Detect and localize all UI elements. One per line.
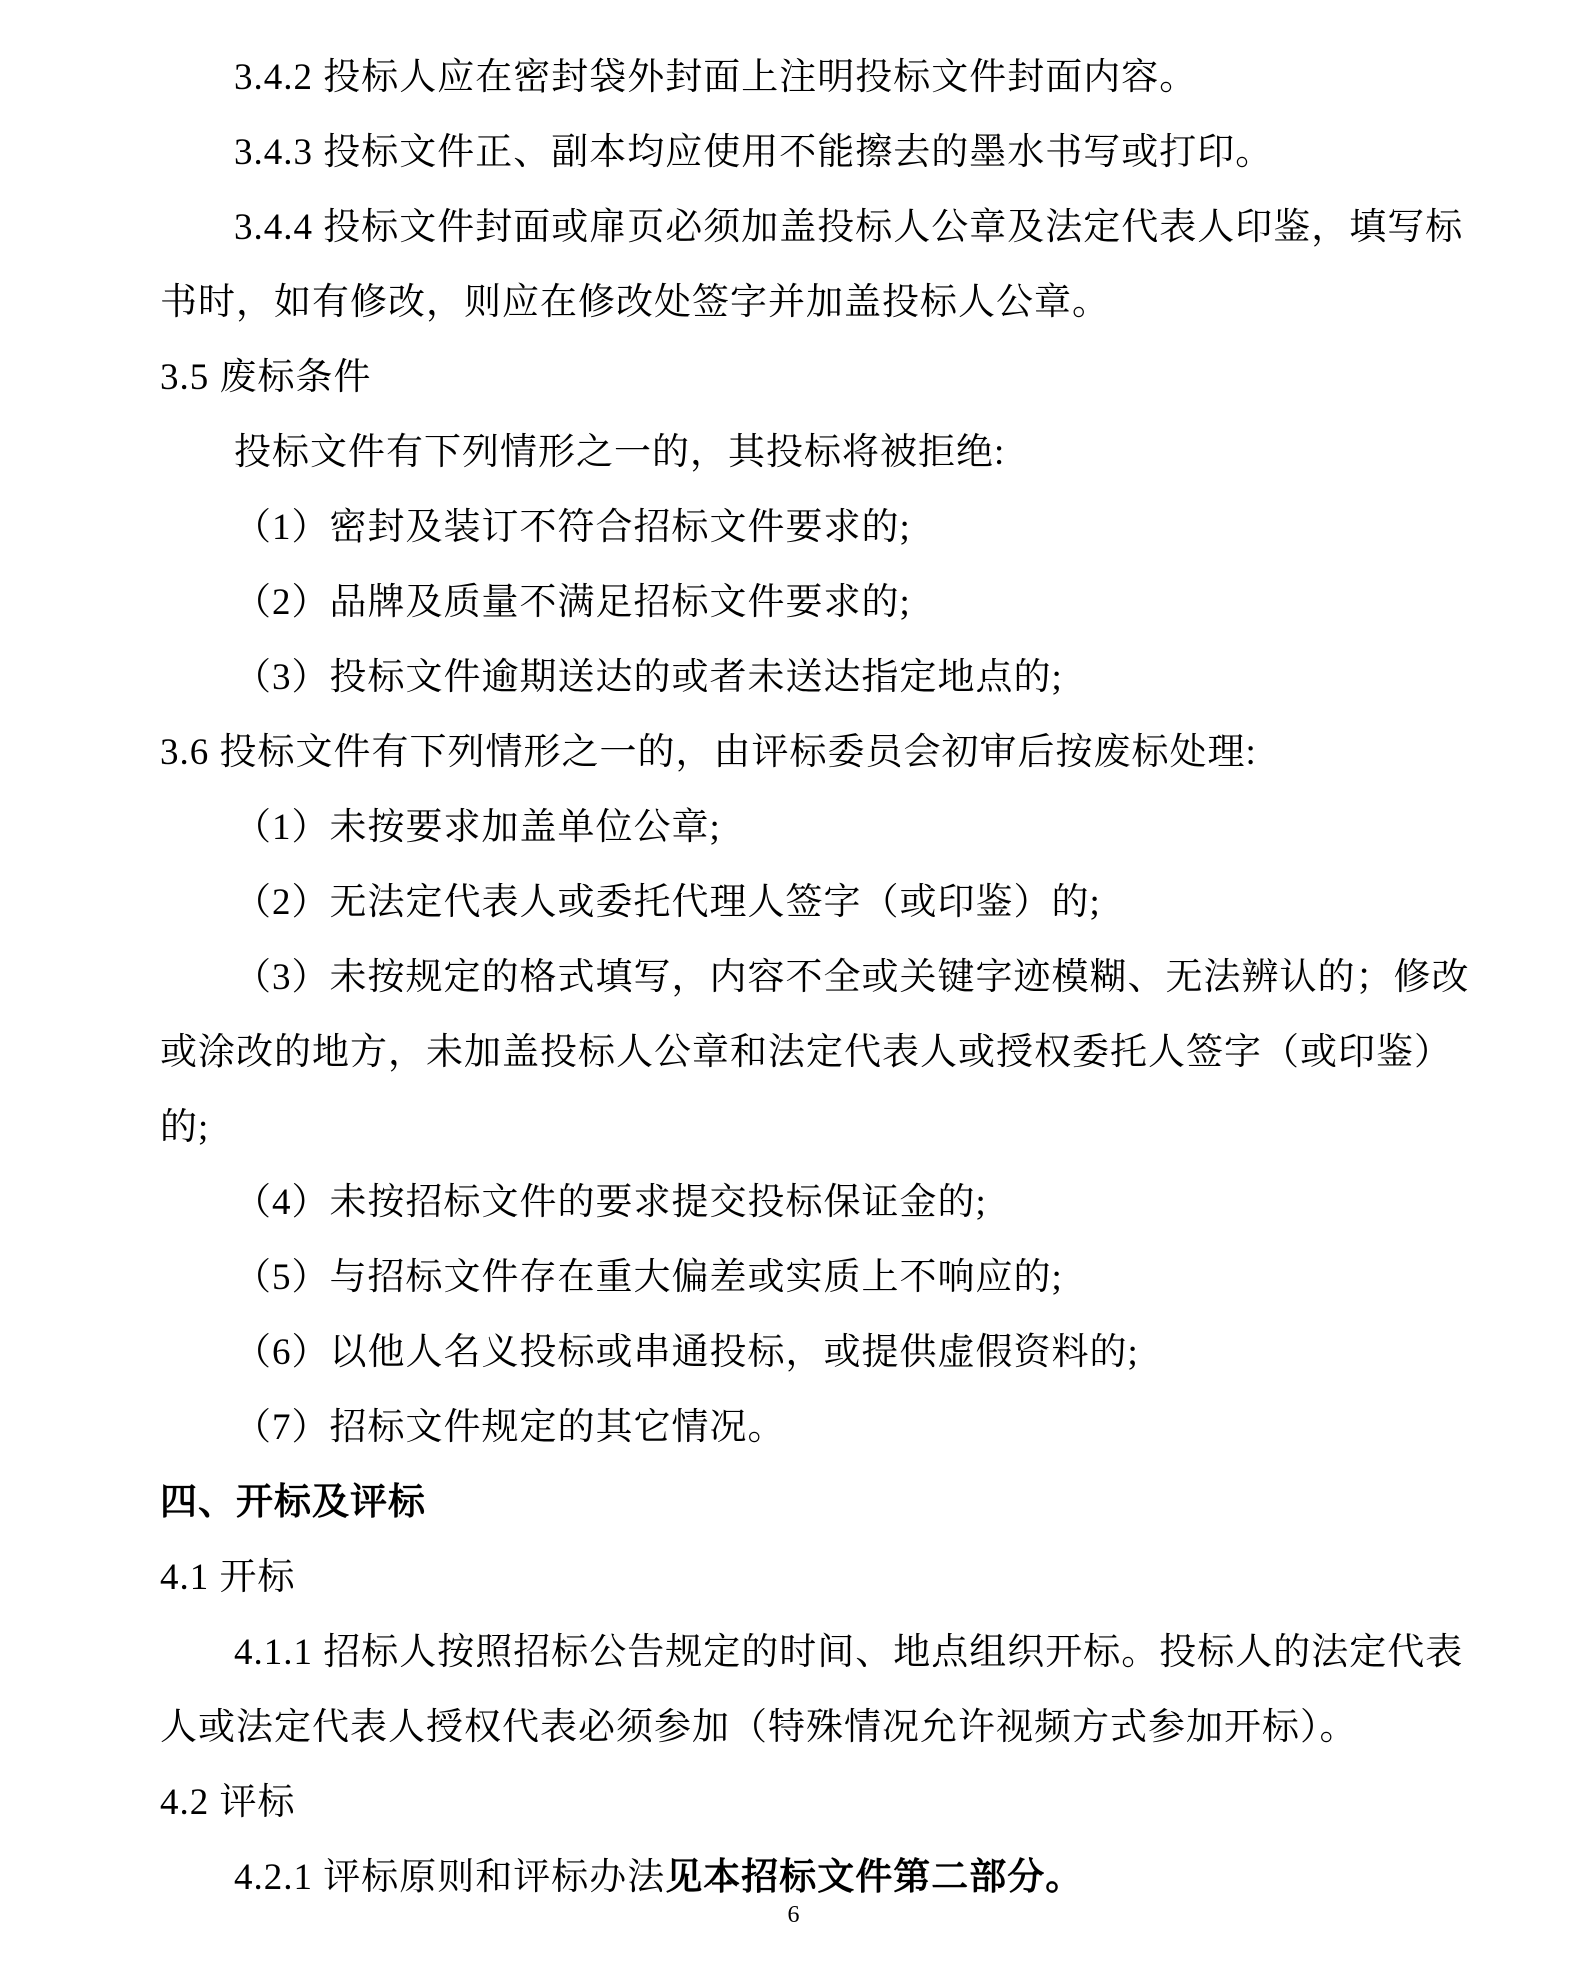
clause-4-1-1-line1: 4.1.1 招标人按照招标公告规定的时间、地点组织开标。投标人的法定代表: [234, 1632, 1464, 1673]
page-number: 6: [787, 1902, 800, 1928]
rejection-intro: 投标文件有下列情形之一的，其投标将被拒绝:: [234, 432, 1006, 473]
void-item-5: （5）与招标文件存在重大偏差或实质上不响应的;: [234, 1257, 1063, 1298]
void-item-1: （1）未按要求加盖单位公章;: [234, 807, 721, 848]
clause-3-6: 3.6 投标文件有下列情形之一的，由评标委员会初审后按废标处理:: [160, 732, 1257, 773]
section-heading-4: 四、开标及评标: [160, 1482, 426, 1523]
void-item-2: （2）无法定代表人或委托代理人签字（或印鉴）的;: [234, 882, 1101, 923]
clause-3-4-2: 3.4.2 投标人应在密封袋外封面上注明投标文件封面内容。: [234, 57, 1198, 98]
clause-4-1: 4.1 开标: [160, 1557, 296, 1598]
clause-4-2: 4.2 评标: [160, 1782, 296, 1823]
void-item-3-line1: （3）未按规定的格式填写，内容不全或关键字迹模糊、无法辨认的；修改: [234, 957, 1470, 998]
void-item-3-line2: 或涂改的地方，未加盖投标人公章和法定代表人或授权委托人签字（或印鉴）: [160, 1032, 1452, 1073]
rejection-item-3: （3）投标文件逾期送达的或者未送达指定地点的;: [234, 657, 1063, 698]
clause-3-4-4-line2: 书时，如有修改，则应在修改处签字并加盖投标人公章。: [160, 282, 1110, 323]
void-item-4: （4）未按招标文件的要求提交投标保证金的;: [234, 1182, 987, 1223]
clause-4-2-1-text: 4.2.1 评标原则和评标办法: [234, 1857, 666, 1898]
rejection-item-2: （2）品牌及质量不满足招标文件要求的;: [234, 582, 911, 623]
rejection-item-1: （1）密封及装订不符合招标文件要求的;: [234, 507, 911, 548]
clause-3-4-3: 3.4.3 投标文件正、副本均应使用不能擦去的墨水书写或打印。: [234, 132, 1274, 173]
clause-3-4-4-line1: 3.4.4 投标文件封面或扉页必须加盖投标人公章及法定代表人印鉴，填写标: [234, 207, 1464, 248]
void-item-3-line3: 的;: [160, 1107, 210, 1148]
clause-4-2-1-bold-text: 见本招标文件第二部分。: [665, 1857, 1084, 1898]
void-item-6: （6）以他人名义投标或串通投标，或提供虚假资料的;: [234, 1332, 1139, 1373]
void-item-7: （7）招标文件规定的其它情况。: [234, 1407, 786, 1448]
clause-4-1-1-line2: 人或法定代表人授权代表必须参加（特殊情况允许视频方式参加开标）。: [160, 1707, 1358, 1748]
heading-3-5: 3.5 废标条件: [160, 357, 372, 398]
